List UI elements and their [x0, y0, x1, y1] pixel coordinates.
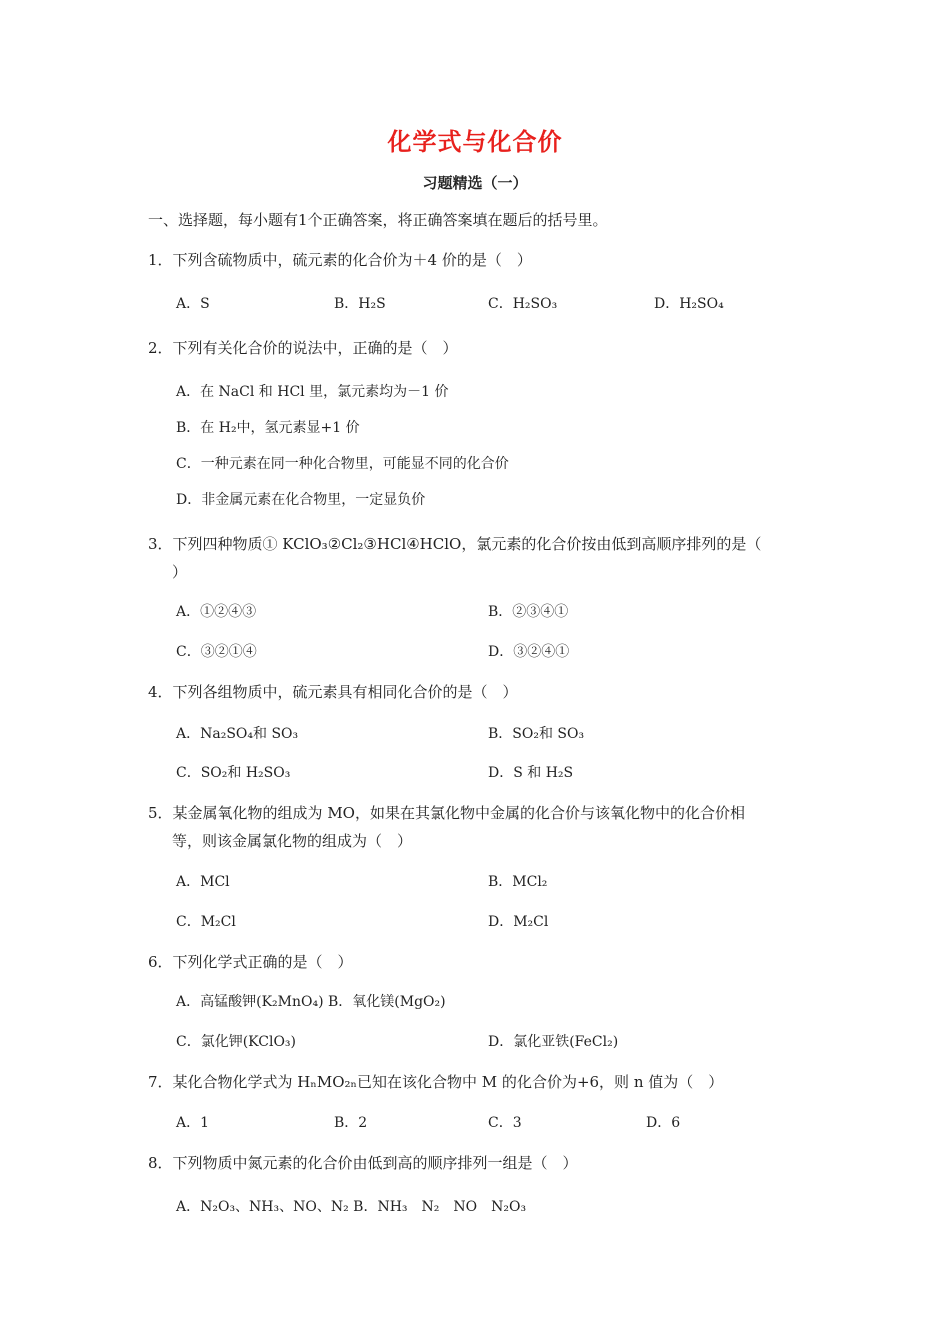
- question-7-option-a: A．1: [176, 1115, 210, 1131]
- question-3-option-c: C．③②①④: [176, 644, 257, 660]
- question-1-option-b: B．H₂S: [334, 296, 386, 312]
- question-5-stem: 5．某金属氧化物的组成为 MO，如果在其氯化物中金属的化合价与该氧化物中的化合价相: [148, 804, 745, 822]
- question-6-option-c: C．氯化钾(KClO₃): [176, 1034, 296, 1050]
- question-2-option-d: D．非金属元素在化合物里，一定显负价: [176, 492, 426, 508]
- question-8-stem: 8．下列物质中氮元素的化合价由低到高的顺序排列一组是（ ）: [148, 1154, 578, 1172]
- question-1-option-c: C．H₂SO₃: [488, 296, 558, 312]
- question-5-option-c: C．M₂Cl: [176, 914, 236, 930]
- question-1-option-a: A．S: [176, 296, 210, 312]
- question-4-option-d: D．S 和 H₂S: [488, 765, 574, 781]
- question-2-option-b: B．在 H₂中，氢元素显+1 价: [176, 420, 360, 436]
- question-1-option-d: D．H₂SO₄: [654, 296, 724, 312]
- question-5-option-b: B．MCl₂: [488, 874, 548, 890]
- question-4-option-b: B．SO₂和 SO₃: [488, 726, 585, 742]
- question-8-options-ab: A．N₂O₃、NH₃、NO、N₂ B．NH₃ N₂ NO N₂O₃: [176, 1199, 527, 1215]
- question-4-option-c: C．SO₂和 H₂SO₃: [176, 765, 291, 781]
- question-4-stem: 4．下列各组物质中，硫元素具有相同化合价的是（ ）: [148, 683, 518, 701]
- question-6-stem: 6．下列化学式正确的是（ ）: [148, 953, 353, 971]
- question-3-option-b: B．②③④①: [488, 604, 569, 620]
- question-3-stem-continued: ）: [172, 563, 188, 581]
- question-3-option-d: D．③②④①: [488, 644, 570, 660]
- question-3-stem: 3．下列四种物质① KClO₃②Cl₂③HCl④HClO，氯元素的化合价按由低到高顺序排列的是（: [148, 535, 762, 553]
- question-2-option-c: C．一种元素在同一种化合物里，可能显不同的化合价: [176, 456, 509, 472]
- section-instructions: 一、选择题，每小题有1个正确答案，将正确答案填在题后的括号里。: [148, 211, 608, 229]
- page-subtitle: 习题精选（一）: [422, 174, 528, 192]
- question-2-option-a: A．在 NaCl 和 HCl 里，氯元素均为－1 价: [176, 384, 449, 400]
- page-title: 化学式与化合价: [387, 128, 563, 156]
- question-6-options-ab: A．高锰酸钾(K₂MnO₄) B．氧化镁(MgO₂): [176, 994, 446, 1010]
- question-7-option-c: C．3: [488, 1115, 522, 1131]
- question-6-option-d: D．氯化亚铁(FeCl₂): [488, 1034, 619, 1050]
- question-7-option-d: D．6: [646, 1115, 681, 1131]
- question-5-stem-continued: 等，则该金属氯化物的组成为（ ）: [172, 832, 413, 850]
- question-7-stem: 7．某化合物化学式为 HₙMO₂ₙ已知在该化合物中 M 的化合价为+6，则 n 值为（ ）: [148, 1073, 724, 1091]
- question-1-stem: 1．下列含硫物质中，硫元素的化合价为＋4 价的是（ ）: [148, 251, 532, 269]
- question-5-option-a: A．MCl: [176, 874, 230, 890]
- question-4-option-a: A．Na₂SO₄和 SO₃: [176, 726, 299, 742]
- question-7-option-b: B．2: [334, 1115, 368, 1131]
- question-3-option-a: A．①②④③: [176, 604, 257, 620]
- question-5-option-d: D．M₂Cl: [488, 914, 549, 930]
- question-2-stem: 2．下列有关化合价的说法中，正确的是（ ）: [148, 339, 458, 357]
